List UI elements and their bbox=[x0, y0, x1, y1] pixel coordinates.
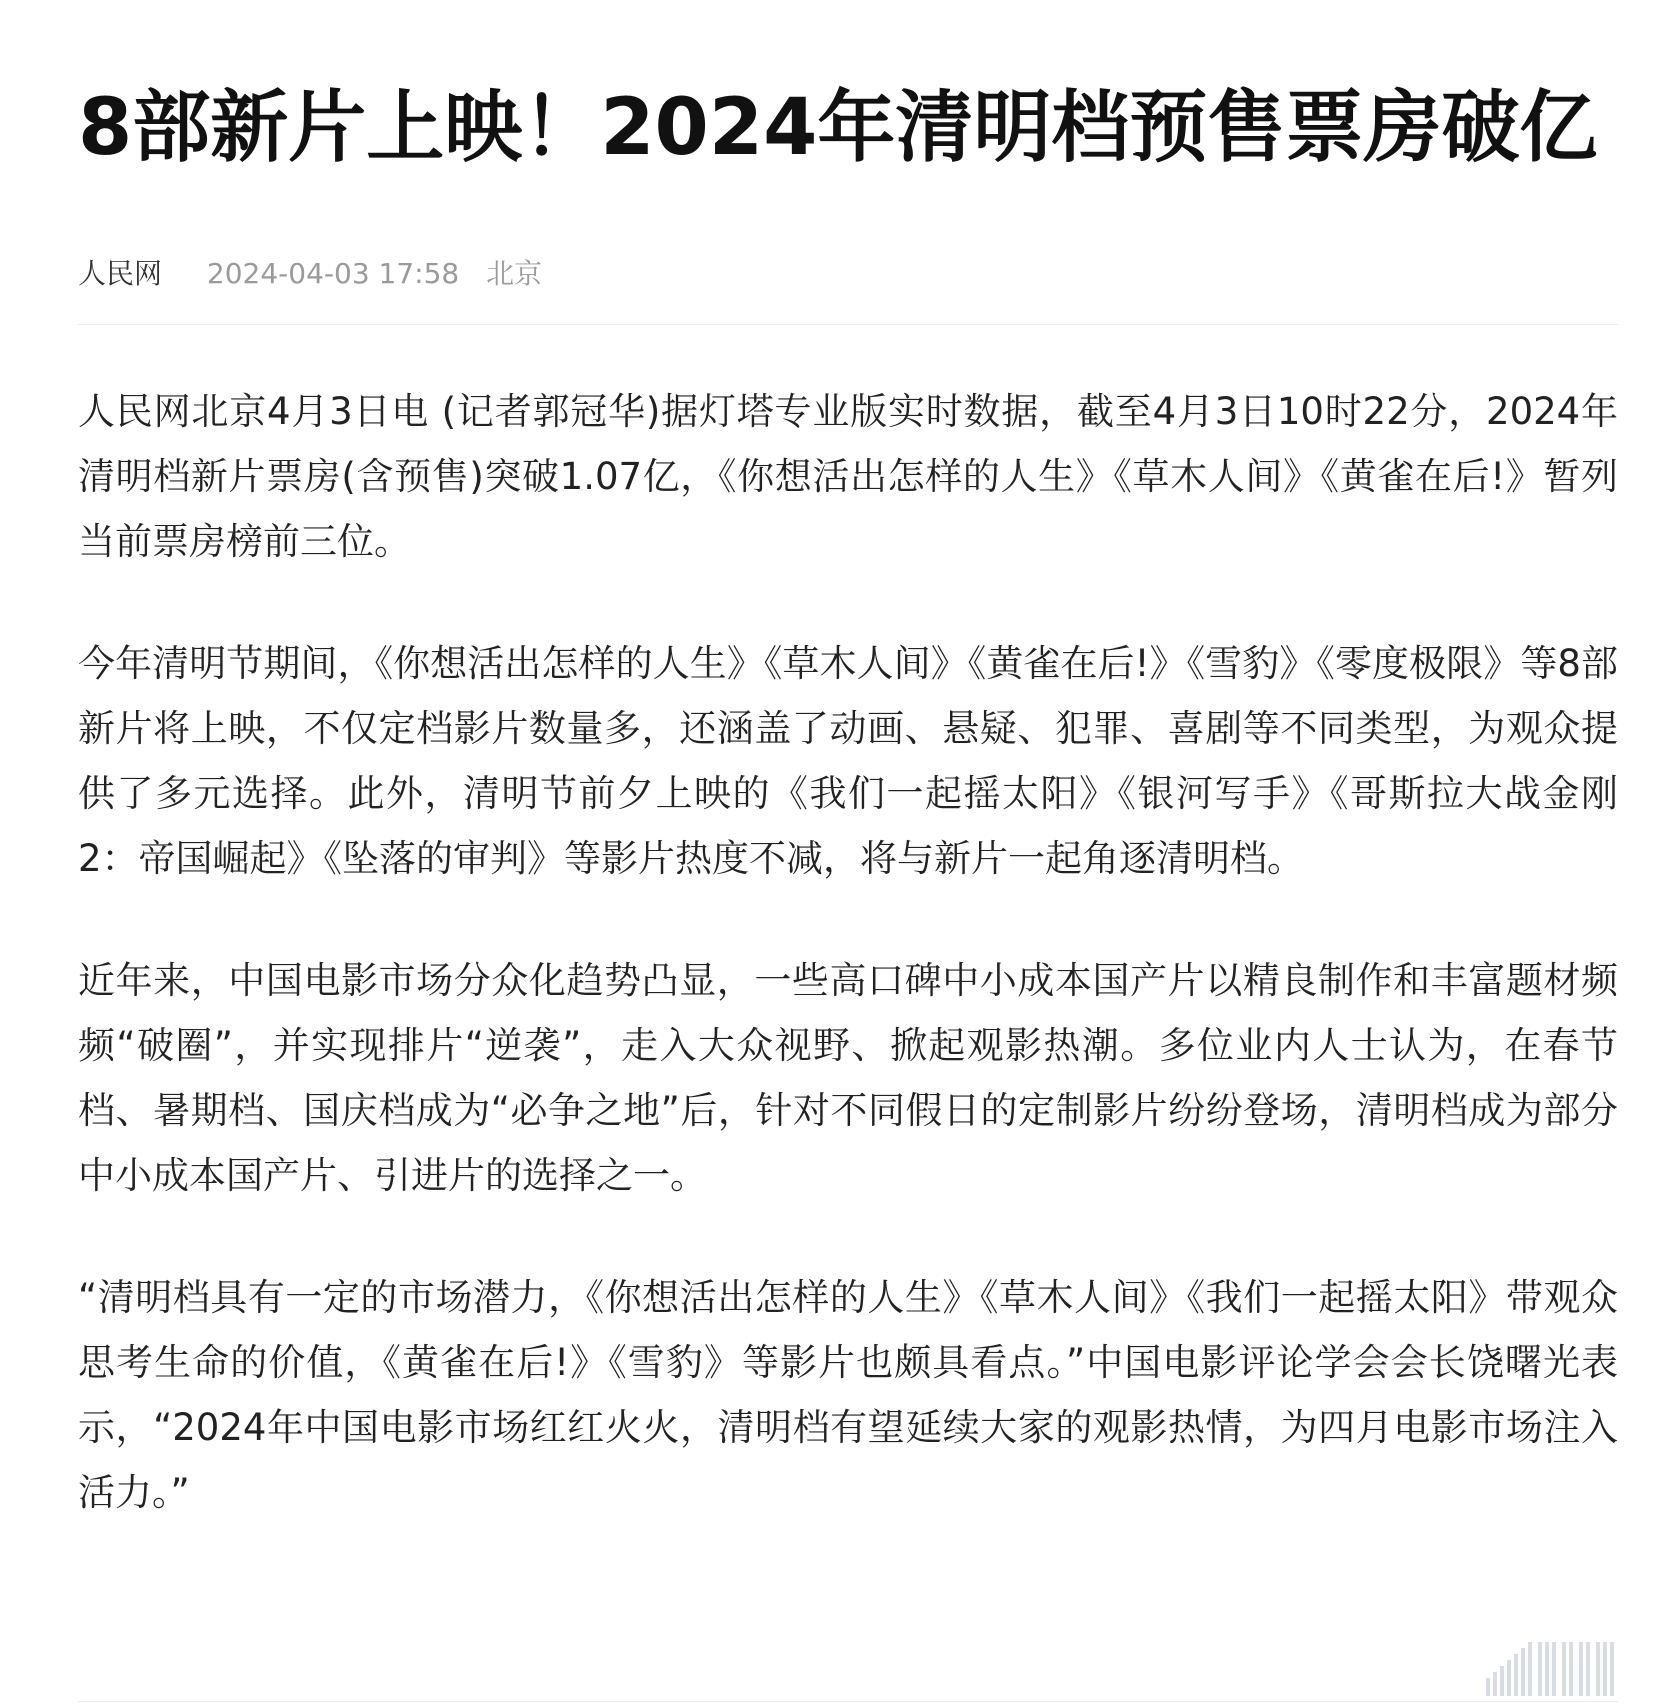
paragraph-4: “清明档具有一定的市场潜力，《你想活出怎样的人生》《草木人间》《我们一起摇太阳》带观众思考生命的价值，《黄雀在后!》《雪豹》等影片也颇具看点。”中国电影评论学会会长饶曙光表示，“2024年中国电影市场红红火火，清明档有望延续大家的观影热情，为四月电影市场注入活力。” bbox=[78, 1276, 1618, 1514]
paragraph-1: 人民网北京4月3日电 (记者郭冠华)据灯塔专业版实时数据，截至4月3日10时22分，2024年清明档新片票房(含预售)突破1.07亿，《你想活出怎样的人生》《草木人间》《黄雀在后!》暂列当前票房榜前三位。 bbox=[78, 390, 1618, 563]
article-time: 2024-04-03 17:58 bbox=[206, 257, 460, 290]
paragraph-2: 今年清明节期间，《你想活出怎样的人生》《草木人间》《黄雀在后!》《雪豹》《零度极限》等8部新片将上映，不仅定档影片数量多，还涵盖了动画、悬疑、犯罪、喜剧等不同类型，为观众提供了多元选择。此外，清明节前夕上映的《我们一起摇太阳》《银河写手》《哥斯拉大战金刚2：帝国崛起》《坠落的审判》等影片热度不减，将与新片一起角逐清明档。 bbox=[78, 642, 1618, 880]
article bbox=[78, 0, 1618, 1582]
watermark-bars-icon bbox=[1486, 1638, 1616, 1696]
article-location: 北京 bbox=[486, 257, 543, 290]
meta-divider bbox=[78, 324, 1618, 325]
article-body bbox=[78, 379, 1618, 1525]
paragraph-3: 近年来，中国电影市场分众化趋势凸显，一些高口碑中小成本国产片以精良制作和丰富题材频频“破圈”，并实现排片“逆袭”，走入大众视野、掀起观影热潮。多位业内人士认为，在春节档、暑期档、国庆档成为“必争之地”后，针对不同假日的定制影片纷纷登场，清明档成为部分中小成本国产片、引进片的选择之一。 bbox=[78, 959, 1618, 1197]
article-meta bbox=[78, 254, 1618, 294]
watermark-bars-svg bbox=[1486, 1638, 1616, 1696]
article-title: 8部新片上映！2024年清明档预售票房破亿 bbox=[78, 83, 1598, 173]
article-source[interactable]: 人民网 bbox=[78, 257, 163, 290]
bottom-divider bbox=[78, 1701, 1618, 1702]
